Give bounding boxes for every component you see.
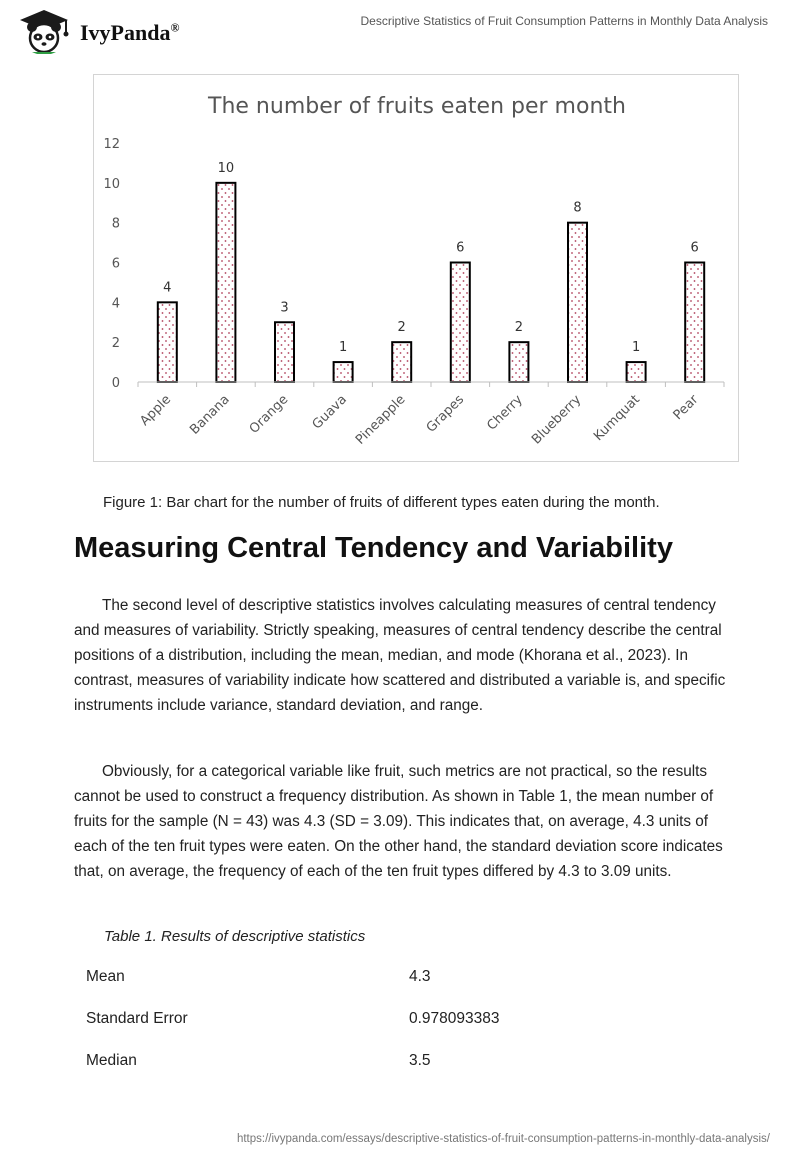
panda-graduate-icon	[16, 8, 72, 54]
x-tick-label: Guava	[309, 392, 350, 433]
paragraph: Obviously, for a categorical variable like fruit, such metrics are not practical, so the results cannot be used to construct a frequency distribution. As shown in Table 1, the mean number of fruits for the sample (N = 43) was 4.3 (SD = 3.09). This indicates that, on average, 4.3 units of each of the ten fruit types were eaten. On the other hand, the standard deviation score indicates that, on average, the frequency of each of the ten fruit types differed by 4.3 to 3.09 units.	[74, 763, 723, 880]
bars	[158, 161, 704, 382]
bar	[627, 362, 646, 382]
data-label: 10	[217, 160, 235, 176]
row-value: 3.5	[409, 1052, 431, 1069]
bar	[685, 263, 704, 383]
document-title: Descriptive Statistics of Fruit Consumption Patterns in Monthly Data Analysis	[360, 14, 768, 28]
figure-caption: Figure 1: Bar chart for the number of fruits of different types eaten during the month.	[103, 494, 660, 511]
row-label: Mean	[86, 968, 125, 985]
x-tick-label: Banana	[187, 392, 233, 438]
row-value: 0.978093383	[409, 1010, 500, 1027]
table-row	[86, 1002, 686, 1044]
bar	[392, 342, 411, 382]
x-tick-label: Orange	[246, 392, 292, 437]
page-header	[0, 0, 800, 66]
data-label: 2	[514, 320, 524, 336]
registered-mark: ®	[170, 20, 180, 35]
x-axis	[137, 382, 724, 448]
data-label: 8	[573, 200, 582, 216]
bar	[275, 322, 294, 382]
y-tick-label: 0	[111, 376, 120, 391]
y-tick-label: 4	[111, 296, 120, 312]
chart-title: The number of fruits eaten per month	[208, 94, 626, 119]
paragraph: The second level of descriptive statistics involves calculating measures of central tendency and measures of variability. Strictly speaking, measures of central tendency describe the central positions of a distribution, including the mean, median, and mode (Khorana et al., 2023). In contrast, measures of variability indicate how scattered and distributed a variable is, and specific instruments include variance, standard deviation, and range.	[74, 597, 726, 714]
data-label: 6	[690, 240, 699, 256]
x-tick-label: Blueberry	[529, 392, 585, 448]
table-row	[86, 1044, 686, 1086]
source-url-link[interactable]: https://ivypanda.com/essays/descriptive-statistics-of-fruit-consumption-patterns-in-monthly-data-analysis/	[236, 1133, 770, 1145]
brand-name	[80, 20, 179, 46]
data-label: 3	[280, 300, 289, 316]
y-tick-label: 8	[111, 216, 120, 232]
x-tick-label: Pineapple	[353, 392, 409, 448]
bar	[334, 362, 353, 382]
bar	[158, 302, 177, 382]
data-label: 4	[163, 280, 172, 296]
x-tick-label: Apple	[137, 392, 175, 430]
bar	[451, 263, 470, 383]
bar	[216, 183, 235, 382]
row-label: Median	[86, 1052, 137, 1069]
bar	[509, 342, 528, 382]
y-tick-label: 2	[111, 336, 120, 352]
ivypanda-logo[interactable]	[16, 8, 256, 58]
y-tick-label: 12	[103, 137, 120, 152]
bar-chart-figure	[93, 74, 739, 462]
brand-text: IvyPanda	[80, 20, 171, 45]
x-tick-label: Pear	[670, 392, 702, 424]
x-tick-label: Kumquat	[591, 392, 643, 445]
table-row	[86, 960, 686, 1002]
y-tick-label: 10	[103, 176, 120, 192]
x-tick-label: Grapes	[423, 392, 468, 436]
bar-chart	[94, 75, 740, 463]
data-label: 6	[456, 240, 465, 256]
stats-table	[86, 960, 686, 1086]
y-tick-label: 6	[111, 256, 120, 272]
table-caption: Table 1. Results of descriptive statistics	[104, 928, 366, 945]
data-label: 1	[338, 340, 348, 356]
row-label: Standard Error	[86, 1010, 188, 1027]
row-value: 4.3	[409, 968, 431, 985]
section-heading: Measuring Central Tendency and Variability	[74, 532, 673, 564]
x-tick-label: Cherry	[484, 392, 526, 434]
bar	[568, 223, 587, 382]
y-axis	[103, 137, 120, 391]
data-label: 1	[631, 340, 641, 356]
data-label: 2	[397, 320, 406, 336]
